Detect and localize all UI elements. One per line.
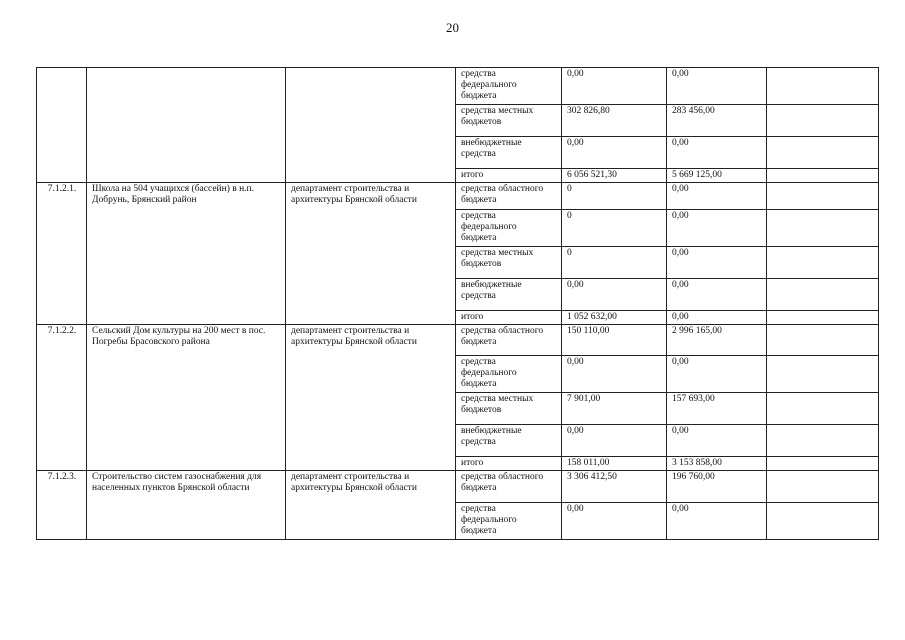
amount-cell-3 <box>767 457 879 471</box>
funding-source-cell: средства областного бюджета <box>456 471 562 503</box>
item-name-cell: Школа на 504 учащихся (бассейн) в н.п. Добрунь, Брянский район <box>87 183 286 325</box>
amount-cell-3 <box>767 137 879 169</box>
amount-cell-1: 0,00 <box>562 425 667 457</box>
amount-cell-3 <box>767 68 879 105</box>
amount-cell-1: 302 826,80 <box>562 105 667 137</box>
amount-cell-3 <box>767 183 879 210</box>
amount-cell-1: 0 <box>562 210 667 247</box>
amount-cell-2: 5 669 125,00 <box>667 169 767 183</box>
item-name-cell <box>87 68 286 183</box>
funding-source-cell: итого <box>456 169 562 183</box>
amount-cell-3 <box>767 356 879 393</box>
funding-source-cell: средства областного бюджета <box>456 325 562 356</box>
amount-cell-3 <box>767 393 879 425</box>
amount-cell-1: 0,00 <box>562 503 667 540</box>
table-row <box>37 471 879 503</box>
amount-cell-3 <box>767 425 879 457</box>
executor-cell: департамент строительства и архитектуры Брянской области <box>286 325 456 471</box>
amount-cell-2: 3 153 858,00 <box>667 457 767 471</box>
funding-source-cell: итого <box>456 311 562 325</box>
amount-cell-2: 0,00 <box>667 503 767 540</box>
amount-cell-1: 0,00 <box>562 356 667 393</box>
amount-cell-1: 150 110,00 <box>562 325 667 356</box>
amount-cell-1: 1 052 632,00 <box>562 311 667 325</box>
table-row <box>37 325 879 356</box>
amount-cell-1: 3 306 412,50 <box>562 471 667 503</box>
item-number-cell <box>37 68 87 183</box>
amount-cell-3 <box>767 471 879 503</box>
funding-source-cell: средства федерального бюджета <box>456 503 562 540</box>
funding-source-cell: итого <box>456 457 562 471</box>
amount-cell-2: 0,00 <box>667 356 767 393</box>
amount-cell-2: 196 760,00 <box>667 471 767 503</box>
funding-source-cell: средства местных бюджетов <box>456 393 562 425</box>
amount-cell-3 <box>767 169 879 183</box>
amount-cell-1: 0,00 <box>562 279 667 311</box>
amount-cell-1: 7 901,00 <box>562 393 667 425</box>
item-number-cell: 7.1.2.2. <box>37 325 87 471</box>
amount-cell-2: 157 693,00 <box>667 393 767 425</box>
amount-cell-2: 0,00 <box>667 425 767 457</box>
item-number-cell: 7.1.2.3. <box>37 471 87 540</box>
amount-cell-2: 0,00 <box>667 183 767 210</box>
amount-cell-2: 0,00 <box>667 210 767 247</box>
amount-cell-2: 0,00 <box>667 247 767 279</box>
amount-cell-3 <box>767 279 879 311</box>
item-name-cell: Строительство систем газоснабжения для населенных пунктов Брянской области <box>87 471 286 540</box>
table-row <box>37 183 879 210</box>
page-number: 20 <box>446 20 459 35</box>
amount-cell-1: 158 011,00 <box>562 457 667 471</box>
amount-cell-2: 0,00 <box>667 137 767 169</box>
funding-source-cell: средства федерального бюджета <box>456 68 562 105</box>
amount-cell-2: 0,00 <box>667 68 767 105</box>
amount-cell-1: 0 <box>562 247 667 279</box>
funding-source-cell: средства областного бюджета <box>456 183 562 210</box>
amount-cell-3 <box>767 311 879 325</box>
funding-source-cell: средства федерального бюджета <box>456 356 562 393</box>
amount-cell-3 <box>767 210 879 247</box>
amount-cell-3 <box>767 247 879 279</box>
amount-cell-2: 283 456,00 <box>667 105 767 137</box>
budget-table <box>36 67 879 540</box>
executor-cell <box>286 68 456 183</box>
amount-cell-1: 0 <box>562 183 667 210</box>
executor-cell: департамент строительства и архитектуры Брянской области <box>286 471 456 540</box>
funding-source-cell: внебюджетные средства <box>456 425 562 457</box>
amount-cell-3 <box>767 105 879 137</box>
funding-source-cell: средства местных бюджетов <box>456 105 562 137</box>
amount-cell-1: 6 056 521,30 <box>562 169 667 183</box>
funding-source-cell: внебюджетные средства <box>456 137 562 169</box>
item-name-cell: Сельский Дом культуры на 200 мест в пос. Погребы Брасовского района <box>87 325 286 471</box>
table-row <box>37 68 879 105</box>
item-number-cell: 7.1.2.1. <box>37 183 87 325</box>
amount-cell-2: 2 996 165,00 <box>667 325 767 356</box>
funding-source-cell: средства местных бюджетов <box>456 247 562 279</box>
amount-cell-1: 0,00 <box>562 68 667 105</box>
amount-cell-3 <box>767 503 879 540</box>
executor-cell: департамент строительства и архитектуры Брянской области <box>286 183 456 325</box>
funding-source-cell: внебюджетные средства <box>456 279 562 311</box>
amount-cell-2: 0,00 <box>667 311 767 325</box>
funding-source-cell: средства федерального бюджета <box>456 210 562 247</box>
amount-cell-3 <box>767 325 879 356</box>
amount-cell-2: 0,00 <box>667 279 767 311</box>
amount-cell-1: 0,00 <box>562 137 667 169</box>
